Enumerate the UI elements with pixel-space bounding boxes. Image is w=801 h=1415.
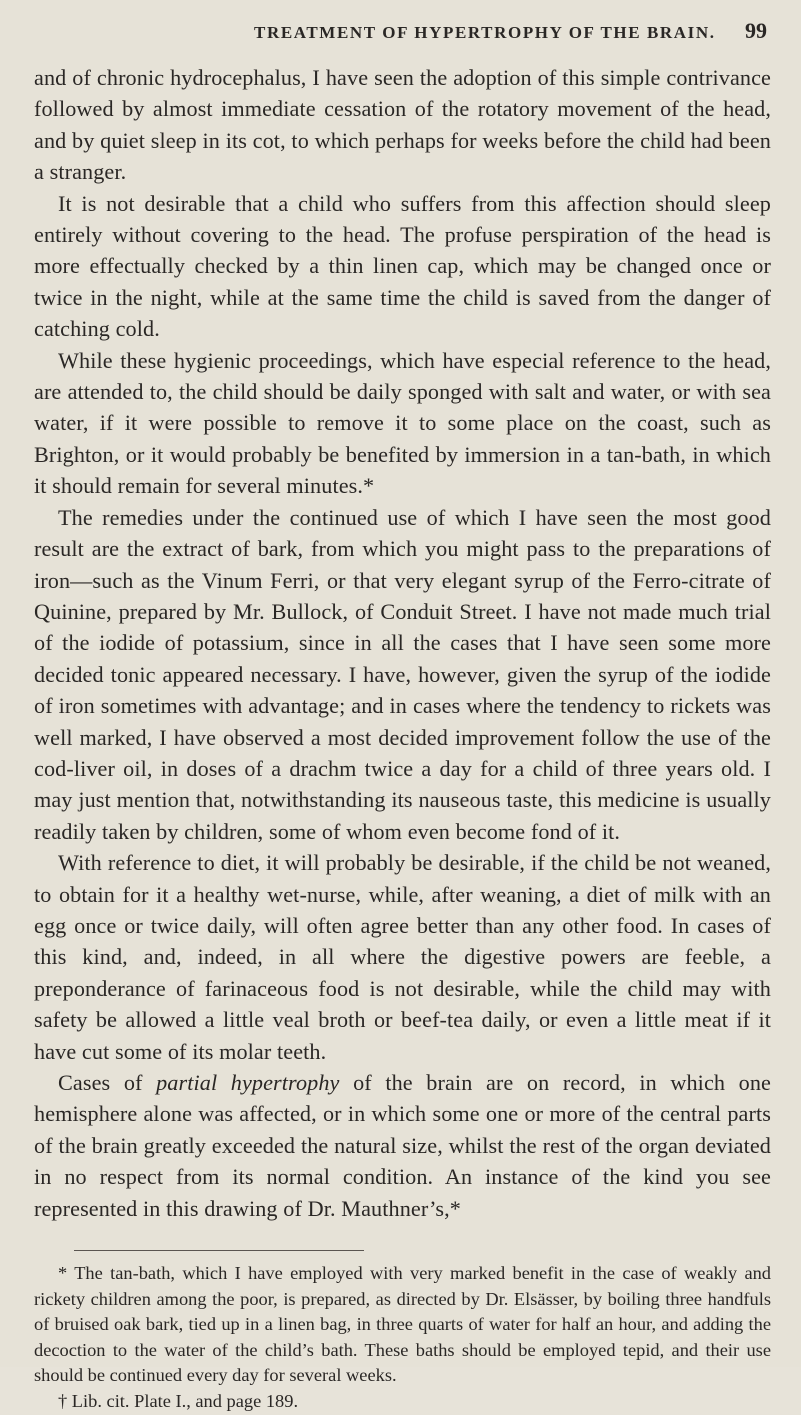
- paragraph-continuation: and of chronic hydrocephalus, I have seen the adoption of this simple contrivance followed by almost immediate cessation of the rotatory movement of the head, and by quiet sleep in its cot, to which perhaps for weeks before the child had been a stranger.: [34, 65, 771, 185]
- paragraph-remedies: The remedies under the continued use of which I have seen the most good result are the extract of bark, from which you might pass to the preparations of iron—such as the Vinum Ferri, or that very elegant syrup of the Ferro-citrate of Quinine, prepared by Mr. Bullock, of Conduit Street. I have not made much trial of the iodide of potassium, since in all the cases that I have seen some more decided tonic appeared necessary. I have, however, given the syrup of the iodide of iron sometimes with advantage; and in cases where the tendency to rickets was well marked, I have observed a most decided improvement follow the use of the cod-liver oil, in doses of a drachm twice a day for a child of three years old. I may just mention that, notwithstanding its nauseous taste, this medicine is usually readily taken by children, some of whom even become fond of it.: [34, 504, 771, 844]
- paragraph-hygiene: While these hygienic proceedings, which have especial reference to the head, are attended to, the child should be daily sponged with salt and water, or with sea water, if it were possible to remove it to some place on the coast, such as Brighton, or it would probably be benefited by immersion in a tan-bath, in which it should remain for several minutes.*: [34, 347, 771, 499]
- running-head: TREATMENT OF HYPERTROPHY OF THE BRAIN.: [254, 23, 716, 42]
- page-number: 99: [745, 18, 767, 43]
- footnotes: [34, 1261, 771, 1415]
- page-header: [34, 18, 771, 52]
- footnote-lib-cit: † Lib. cit. Plate I., and page 189.: [58, 1391, 299, 1411]
- partial-hypertrophy-italic: partial hypertrophy: [156, 1070, 340, 1095]
- paragraph-partial-hypertrophy: [34, 1067, 771, 1224]
- partial-hypertrophy-rest: of the brain are on record, in which one hemisphere alone was affected, or in which some one or more of the central parts of the brain greatly exceeded the natural size, whilst the rest of the organ deviated in no respect from its normal condition. An instance of the kind you see represented in this drawing of Dr. Mauthner’s,*: [34, 1070, 771, 1221]
- paragraph-diet: With reference to diet, it will probably be desirable, if the child be not weaned, to obtain for it a healthy wet-nurse, while, after weaning, a diet of milk with an egg once or twice daily, will often agree better than any other food. In cases of this kind, and, indeed, in all where the digestive powers are feeble, a preponderance of farinaceous food is not desirable, while the child may with safety be allowed a little veal broth or beef-tea daily, or even a little meat if it have cut some of its molar teeth.: [34, 850, 771, 1064]
- body-text: [34, 62, 771, 1224]
- paragraph-cap: It is not desirable that a child who suffers from this affection should sleep entirely without covering to the head. The profuse perspiration of the head is more effectually checked by a thin linen cap, which may be changed once or twice in the night, while at the same time the child is saved from the danger of catching cold.: [34, 190, 771, 342]
- footnote-tan-bath: * The tan-bath, which I have employed with very marked benefit in the case of weakly and rickety children among the poor, is prepared, as directed by Dr. Elsässer, by boiling three handfuls of bruised oak bark, tied up in a linen bag, in three quarts of water for half an hour, and adding the decoction to the water of the child’s bath. These baths should be employed tepid, and their use should be continued every day for several weeks.: [34, 1263, 771, 1386]
- partial-hypertrophy-lead: Cases of: [58, 1070, 157, 1095]
- footnote-rule: [74, 1250, 364, 1251]
